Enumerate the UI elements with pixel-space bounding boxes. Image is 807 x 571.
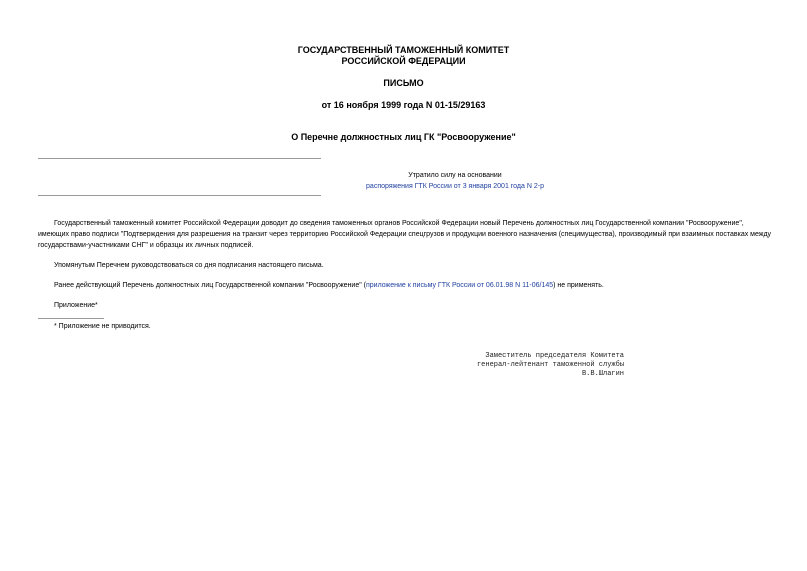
status-note-link[interactable]: распоряжения ГТК России от 3 января 2001 года N 2-р xyxy=(366,183,544,190)
signature-line1: Заместитель председателя Комитета xyxy=(485,352,624,360)
org-name-line1: ГОСУДАРСТВЕННЫЙ ТАМОЖЕННЫЙ КОМИТЕТ xyxy=(297,45,510,55)
doc-subject: О Перечне должностных лиц ГК "Росвооружение" xyxy=(291,132,516,142)
footnote: * Приложение не приводится. xyxy=(54,323,151,330)
para3-text-before: Ранее действующий Перечень должностных лиц Государственной компании "Росвооружение" ( xyxy=(54,282,366,289)
signature-line2: генерал-лейтенант таможенной службы xyxy=(476,361,624,369)
body-paragraph-3 xyxy=(54,280,604,291)
status-note-text: Утратило силу на основании xyxy=(408,172,502,179)
divider-bottom xyxy=(38,195,321,196)
previous-letter-link[interactable]: приложение к письму ГТК России от 06.01.98 N 11-06/145 xyxy=(365,282,554,289)
para3-text-after: ) не применять. xyxy=(553,282,604,289)
footnote-divider xyxy=(38,318,104,319)
body-paragraph-2: Упомянутым Перечнем руководствоваться со дня подписания настоящего письма. xyxy=(54,262,324,269)
body-paragraph-1: Государственный таможенный комитет Российской Федерации доводит до сведения таможенных органов Российской Федерации новый Перечень должностных лиц Государственной компании "Росвооружение", имеющих право подписи "Подтверждения для разрешения на транзит через территорию Российской Федерации спецгрузов и продукции военного назначения (специмущества), производимый при взаимных поставках между государствами-участниками СНГ" и образцы их личных подписей. xyxy=(38,220,772,249)
doc-type: ПИСЬМО xyxy=(383,78,424,88)
divider-top xyxy=(38,158,321,159)
attachment-label: Приложение* xyxy=(54,302,98,309)
doc-date-number: от 16 ноября 1999 года N 01-15/29163 xyxy=(321,100,486,110)
org-name-line2: РОССИЙСКОЙ ФЕДЕРАЦИИ xyxy=(341,56,466,66)
signature-name: В.В.Шлагин xyxy=(581,370,624,378)
